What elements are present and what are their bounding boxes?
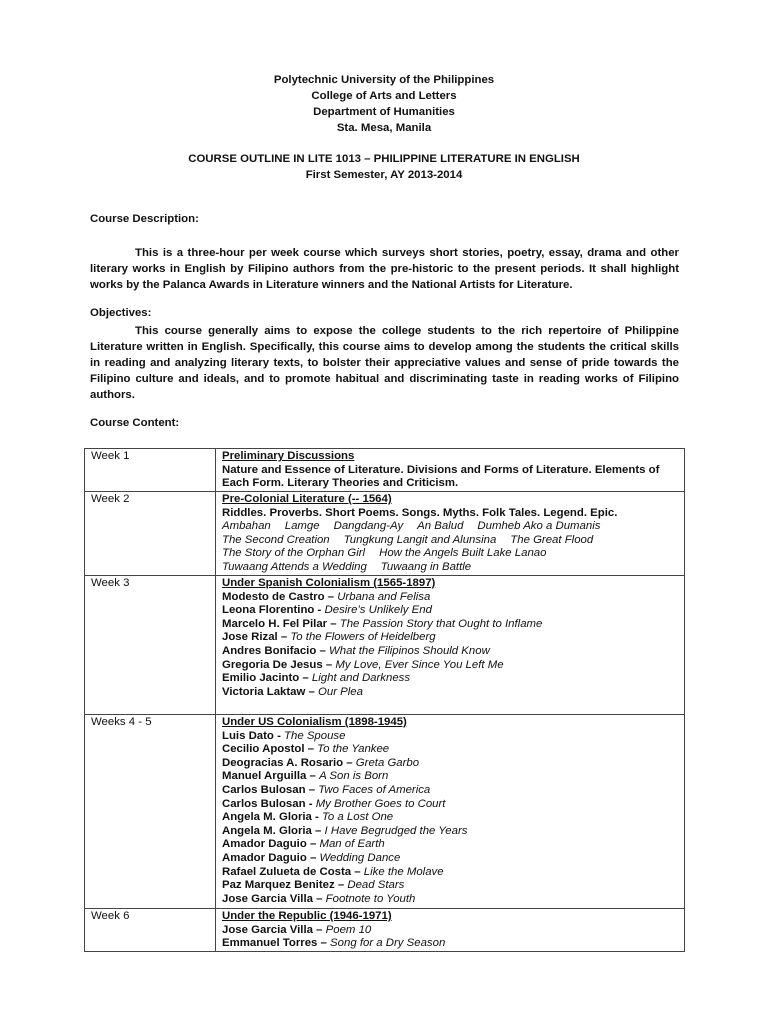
- author-work-entry: [222, 757, 680, 771]
- author-work-entry: [222, 591, 680, 605]
- table-row: [85, 715, 685, 909]
- work-title: Light and Darkness: [311, 672, 411, 685]
- week-cell: Week 3: [85, 576, 216, 715]
- work-title: Wedding Dance: [319, 851, 401, 864]
- work-title: Footnote to Youth: [325, 892, 416, 905]
- separator: –: [306, 838, 320, 851]
- work-title: Our Plea: [318, 685, 363, 698]
- work-title: Two Faces of America: [318, 783, 431, 796]
- separator: –: [324, 590, 338, 603]
- work-title: The Spouse: [284, 729, 346, 742]
- author-name: Carlos Bulosan: [222, 797, 306, 810]
- author-work-entry: [222, 811, 680, 825]
- author-name: Jose Rizal: [222, 631, 278, 644]
- work-title: A Son is Born: [319, 770, 389, 783]
- author-work-entry: [222, 838, 680, 852]
- author-name: Paz Marquez Benitez: [222, 879, 335, 892]
- author-work-entry: [222, 659, 680, 673]
- topic-heading: Pre-Colonial Literature (-- 1564): [222, 493, 392, 505]
- work-title: The Passion Story that Ought to Inflame: [339, 617, 543, 630]
- author-work-entry: [222, 784, 680, 798]
- literary-work-title: Ambahan: [222, 520, 271, 533]
- literary-work-title: The Story of the Orphan Girl: [222, 547, 366, 560]
- author-work-entry: [222, 866, 680, 880]
- literary-work-title: An Balud: [417, 520, 464, 533]
- work-title: Like the Molave: [363, 865, 444, 878]
- author-name: Jose Garcia Villa: [222, 923, 313, 936]
- literary-work-title: Dangdang-Ay: [333, 520, 404, 533]
- separator: –: [327, 617, 340, 630]
- author-name: Marcelo H. Fel Pilar: [222, 617, 328, 630]
- literary-work-title: How the Angels Built Lake Lanao: [379, 547, 547, 560]
- week-cell: Weeks 4 - 5: [85, 715, 216, 909]
- author-work-entry: [222, 604, 680, 618]
- works-line: [222, 520, 680, 534]
- content-cell: [216, 909, 685, 952]
- author-work-entry: [222, 672, 680, 686]
- description-paragraph: [90, 245, 679, 293]
- author-name: Andres Bonifacio: [222, 644, 317, 657]
- separator: -: [305, 797, 316, 810]
- content-cell: [216, 492, 685, 576]
- topic-heading: Preliminary Discussions: [222, 450, 355, 462]
- separator: –: [306, 851, 320, 864]
- author-name: Manuel Arguilla: [222, 770, 307, 783]
- college-name: College of Arts and Letters: [311, 90, 457, 102]
- topic-heading: Under US Colonialism (1898-1945): [222, 716, 407, 728]
- department-name: Department of Humanities: [313, 106, 455, 118]
- author-name: Cecilio Apostol: [222, 743, 305, 756]
- topic-heading: Under Spanish Colonialism (1565-1897): [222, 577, 436, 589]
- author-work-entry: [222, 631, 680, 645]
- work-title: Poem 10: [325, 923, 372, 936]
- objectives-paragraph: [90, 323, 679, 403]
- separator: –: [322, 658, 336, 671]
- author-name: Carlos Bulosan: [222, 783, 306, 796]
- author-name: Deogracias A. Rosario: [222, 756, 344, 769]
- topic-heading: Under the Republic (1946-1971): [222, 910, 392, 922]
- course-content-rows: [85, 449, 685, 952]
- work-title: What the Filipinos Should Know: [328, 644, 490, 657]
- author-name: Modesto de Castro: [222, 590, 325, 603]
- work-title: To the Yankee: [317, 743, 390, 756]
- course-title-block: [0, 151, 768, 183]
- work-title: To a Lost One: [322, 811, 394, 824]
- author-work-entry: [222, 743, 680, 757]
- location: Sta. Mesa, Manila: [336, 122, 432, 134]
- author-name: Gregoria De Jesus: [222, 658, 323, 671]
- separator: -: [314, 604, 325, 617]
- week-cell: Week 2: [85, 492, 216, 576]
- author-name: Emilio Jacinto: [222, 672, 300, 685]
- work-title: My Love, Ever Since You Left Me: [335, 658, 504, 671]
- author-work-entry: [222, 893, 680, 907]
- work-title: Desire’s Unlikely End: [324, 604, 432, 617]
- literary-work-title: The Great Flood: [510, 533, 594, 546]
- author-work-entry: [222, 645, 680, 659]
- works-line: [222, 547, 680, 561]
- author-name: Angela M. Gloria: [222, 824, 312, 837]
- author-work-entry: [222, 798, 680, 812]
- author-name: Leona Florentino: [222, 604, 315, 617]
- description-label: Course Description:: [90, 213, 199, 225]
- literary-work-title: Tuwaang in Battle: [380, 560, 472, 573]
- works-line: [222, 561, 680, 575]
- topic-description: Riddles. Proverbs. Short Poems. Songs. Myths. Folk Tales. Legend. Epic.: [222, 506, 618, 519]
- work-title: Greta Garbo: [355, 756, 420, 769]
- objectives-label: Objectives:: [90, 307, 152, 319]
- author-name: Emmanuel Torres: [222, 937, 318, 950]
- content-cell: [216, 576, 685, 715]
- separator: –: [312, 923, 326, 936]
- author-name: Angela M. Gloria: [222, 811, 312, 824]
- literary-work-title: Dumheb Ako a Dumanis: [477, 520, 601, 533]
- work-title: Song for a Dry Season: [330, 937, 446, 950]
- author-work-entry: [222, 937, 680, 951]
- author-work-entry: [222, 852, 680, 866]
- author-name: Jose Garcia Villa: [222, 892, 313, 905]
- separator: –: [305, 685, 319, 698]
- work-title: I Have Begrudged the Years: [324, 824, 468, 837]
- description-text: This is a three-hour per week course which surveys short stories, poetry, essay, drama and other literary works in English by Filipino authors from the pre-historic to the present periods. It shall highlight works by the Palanca Awards in Literature winners and the National Artists for Literature.: [90, 247, 679, 291]
- literary-work-title: Lamge: [284, 520, 320, 533]
- author-name: Luis Dato: [222, 729, 274, 742]
- university-name: Polytechnic University of the Philippines: [273, 74, 495, 86]
- week-cell: Week 1: [85, 449, 216, 492]
- author-work-entry: [222, 618, 680, 632]
- works-line: [222, 534, 680, 548]
- separator: –: [304, 743, 318, 756]
- separator: –: [316, 644, 329, 657]
- work-title: Man of Earth: [319, 838, 385, 851]
- literary-work-title: Tuwaang Attends a Wedding: [222, 560, 367, 573]
- author-work-entry: [222, 825, 680, 839]
- separator: –: [306, 770, 320, 783]
- author-name: Victoria Laktaw: [222, 685, 306, 698]
- table-row: [85, 449, 685, 492]
- separator: –: [334, 879, 348, 892]
- author-work-entry: [222, 686, 680, 700]
- separator: –: [277, 631, 291, 644]
- separator: -: [311, 811, 322, 824]
- separator: –: [311, 824, 325, 837]
- author-name: Amador Daguio: [222, 851, 307, 864]
- literary-work-title: The Second Creation: [222, 533, 330, 546]
- author-work-entry: [222, 730, 680, 744]
- institution-header: [0, 72, 768, 136]
- objectives-text: This course generally aims to expose the college students to the rich repertoire of Philippine Literature written in English. Specifically, this course aims to develop among the students the critical skills in reading and analyzing literary texts, to bolster their appreciative values and sense of pride towards the Filipino culture and ideals, and to promote habitual and discriminating taste in reading works of Filipino authors.: [90, 325, 679, 401]
- course-content-table: [84, 448, 685, 952]
- content-cell: [216, 449, 685, 492]
- separator: –: [317, 937, 331, 950]
- course-title: COURSE OUTLINE IN LITE 1013 – PHILIPPINE LITERATURE IN ENGLISH: [188, 153, 580, 165]
- author-work-entry: [222, 879, 680, 893]
- separator: –: [351, 865, 364, 878]
- separator: –: [343, 756, 356, 769]
- work-title: My Brother Goes to Court: [315, 797, 446, 810]
- separator: –: [299, 672, 312, 685]
- semester: First Semester, AY 2013-2014: [305, 169, 463, 181]
- author-work-entry: [222, 770, 680, 784]
- week-cell: Week 6: [85, 909, 216, 952]
- table-row: [85, 576, 685, 715]
- topic-description: Nature and Essence of Literature. Divisions and Forms of Literature. Elements of Each Form. Literary Theories and Criticism.: [222, 463, 660, 490]
- separator: -: [273, 729, 285, 742]
- literary-work-title: Tungkung Langit and Alunsina: [343, 533, 497, 546]
- author-name: Rafael Zulueta de Costa: [222, 865, 352, 878]
- separator: –: [312, 892, 326, 905]
- work-title: To the Flowers of Heidelberg: [290, 631, 436, 644]
- separator: –: [305, 783, 319, 796]
- table-row: [85, 492, 685, 576]
- course-content-label: Course Content:: [90, 417, 180, 429]
- author-name: Amador Daguio: [222, 838, 307, 851]
- work-title: Dead Stars: [347, 879, 405, 892]
- table-row: [85, 909, 685, 952]
- author-work-entry: [222, 924, 680, 938]
- content-cell: [216, 715, 685, 909]
- work-title: Urbana and Felisa: [337, 590, 431, 603]
